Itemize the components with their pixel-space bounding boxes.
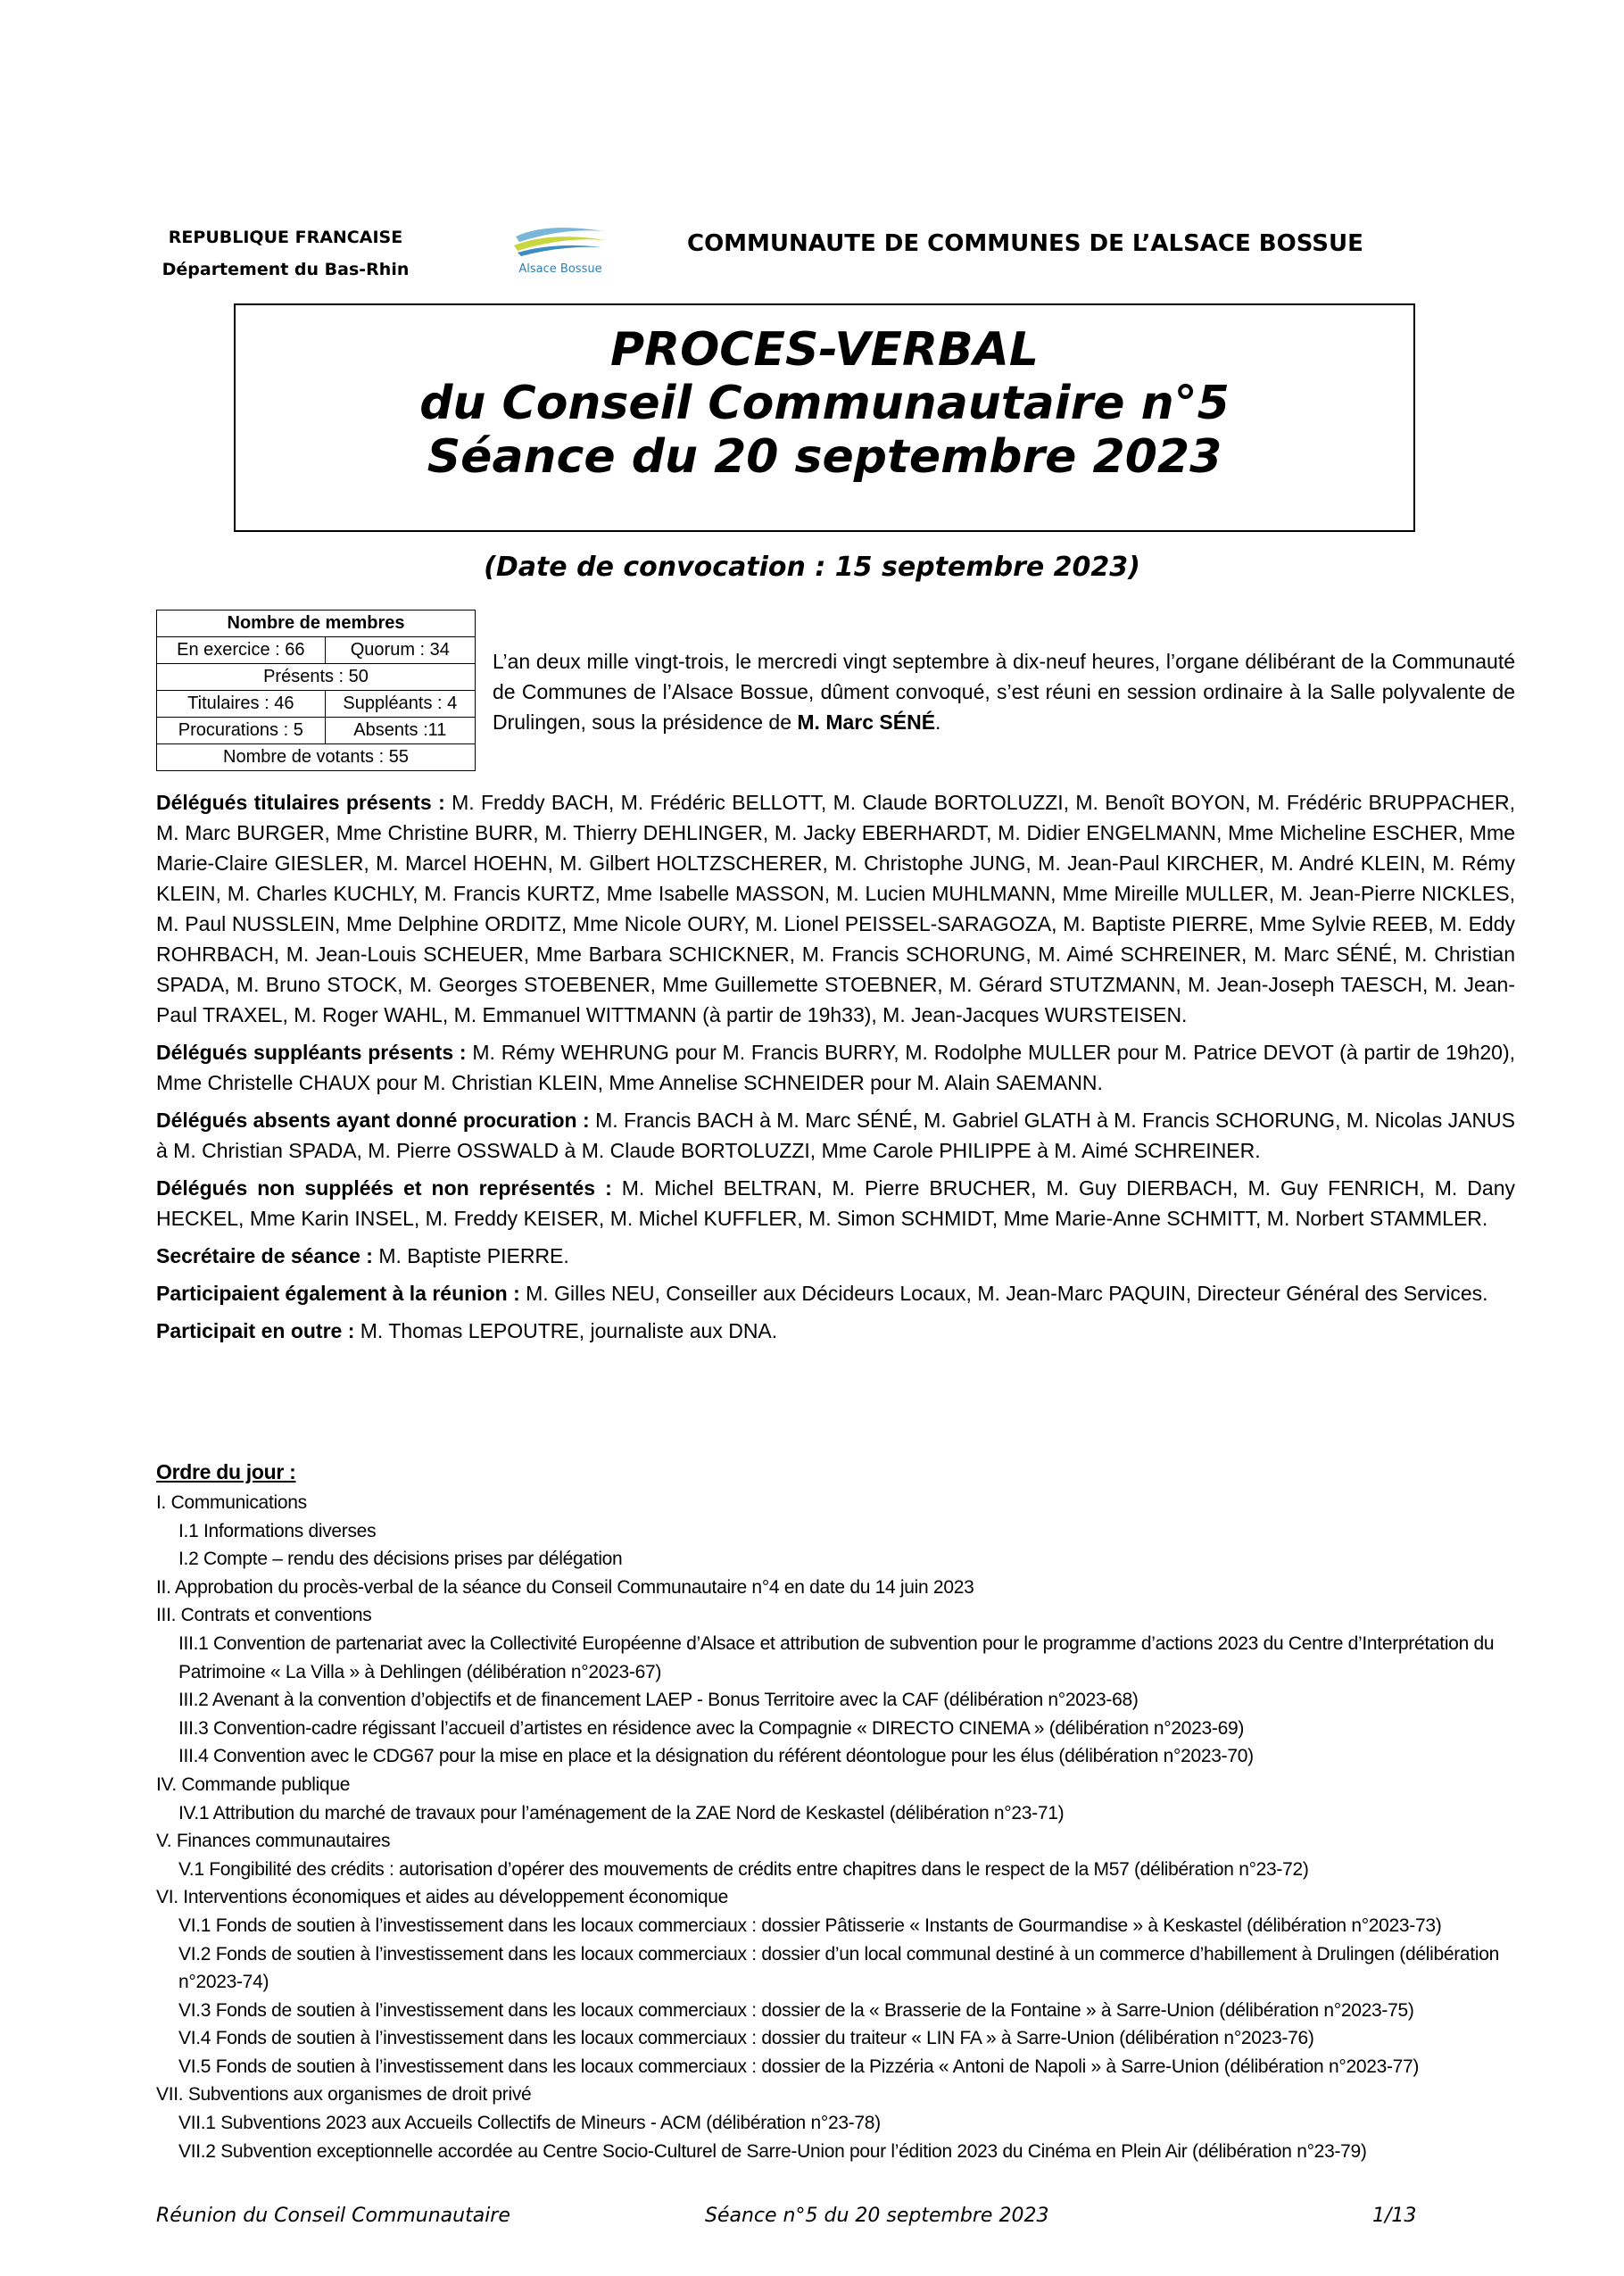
participants-text: M. Gilles NEU, Conseiller aux Décideurs Locaux, M. Jean-Marc PAQUIN, Directeur Général des Services. <box>519 1282 1488 1305</box>
title-box <box>234 303 1415 532</box>
agenda-item: VI.1 Fonds de soutien à l’investissement dans les locaux commerciaux : dossier Pâtisserie « Instants de Gourmandise » à Keskastel (délibération n°2023-73) <box>178 1915 1442 1936</box>
agenda-item: III. Contrats et conventions <box>156 1605 372 1626</box>
title-line-3: Séance du 20 septembre 2023 <box>427 430 1222 484</box>
procuration-paragraph <box>156 1105 1515 1166</box>
outre-paragraph <box>156 1316 1515 1346</box>
non-represented-paragraph <box>156 1173 1515 1234</box>
republique-label: REPUBLIQUE FRANCAISE <box>168 228 403 247</box>
title-line-1: PROCES-VERBAL <box>609 323 1040 377</box>
members-suppleants: Suppléants : 4 <box>325 691 475 718</box>
suppleants-label: Délégués suppléants présents : <box>156 1041 467 1064</box>
participants-label: Participaient également à la réunion : <box>156 1282 520 1305</box>
agenda-item: VI.4 Fonds de soutien à l’investissement dans les locaux commerciaux : dossier du traiteur « LIN FA » à Sarre-Union (délibération n°2023-76) <box>178 2028 1314 2049</box>
svg-text:Alsace Bossue: Alsace Bossue <box>518 262 602 276</box>
titulaires-label: Délégués titulaires présents : <box>156 791 445 814</box>
members-procurations: Procurations : 5 <box>157 718 326 744</box>
footer-center: Séance n°5 du 20 septembre 2023 <box>705 2205 1049 2227</box>
agenda-item: III.2 Avenant à la convention d’objectifs et de financement LAEP - Bonus Territoire avec la CAF (délibération n°2023-68) <box>178 1690 1139 1711</box>
page-number: 1/13 <box>1372 2205 1417 2227</box>
agenda-item: III.4 Convention avec le CDG67 pour la mise en place et la désignation du référent déontologue pour les élus (délibération n°2023-70) <box>178 1746 1254 1767</box>
agenda-item: VII.2 Subvention exceptionnelle accordée au Centre Socio-Culturel de Sarre-Union pour l’édition 2023 du Cinéma en Plein Air (délibération n°23-79) <box>178 2140 1367 2162</box>
organization-name: COMMUNAUTE DE COMMUNES DE L’ALSACE BOSSUE <box>687 230 1363 257</box>
departement-label: Département du Bas-Rhin <box>162 260 410 279</box>
header-left <box>156 221 415 286</box>
agenda-item: II. Approbation du procès-verbal de la séance du Conseil Communautaire n°4 en date du 14 juin 2023 <box>156 1576 974 1598</box>
outre-text: M. Thomas LEPOUTRE, journaliste aux DNA. <box>354 1319 778 1342</box>
members-header: Nombre de membres <box>157 611 476 637</box>
secretaire-paragraph <box>156 1241 1515 1271</box>
president-name: M. Marc SÉNÉ <box>797 710 936 734</box>
agenda-item: VI. Interventions économiques et aides au développement économique <box>156 1887 728 1908</box>
suppleants-text: M. Rémy WEHRUNG pour M. Francis BURRY, M. Rodolphe MULLER pour M. Patrice DEVOT (à partir de 19h20), Mme Christelle CHAUX pour M. Christian KLEIN, Mme Annelise SCHNEIDER pour M. Alain SAEMANN. <box>156 1041 1515 1094</box>
members-en-exercice: En exercice : 66 <box>157 637 326 664</box>
procuration-label: Délégués absents ayant donné procuration : <box>156 1109 590 1132</box>
titulaires-paragraph <box>156 787 1515 1030</box>
members-votants: Nombre de votants : 55 <box>157 744 476 771</box>
members-titulaires: Titulaires : 46 <box>157 691 326 718</box>
title-line-2: du Conseil Communautaire n°5 <box>419 377 1230 430</box>
participants-paragraph <box>156 1278 1515 1308</box>
agenda-item: V.1 Fongibilité des crédits : autorisation d’opérer des mouvements de crédits entre chapitres dans le respect de la M57 (délibération n°23-72) <box>178 1858 1309 1880</box>
non-represented-label: Délégués non suppléés et non représentés : <box>156 1176 612 1200</box>
agenda <box>156 1457 1515 2165</box>
agenda-item: V. Finances communautaires <box>156 1831 391 1852</box>
attendance-sections <box>156 787 1515 1353</box>
members-absents: Absents :11 <box>325 718 475 744</box>
outre-label: Participait en outre : <box>156 1319 355 1342</box>
intro-paragraph <box>493 646 1515 737</box>
agenda-item: VII.1 Subventions 2023 aux Accueils Collectifs de Mineurs - ACM (délibération n°23-78) <box>178 2113 881 2134</box>
non-represented-text: M. Michel BELTRAN, M. Pierre BRUCHER, M. Guy DIERBACH, M. Guy FENRICH, M. Dany HECKEL, Mme Karin INSEL, M. Freddy KEISER, M. Michel KUFFLER, M. Simon SCHMIDT, Mme Marie-Anne SCHMITT, M. Norbert STAMMLER. <box>156 1176 1516 1230</box>
agenda-heading: Ordre du jour : <box>156 1460 296 1483</box>
suppleants-paragraph <box>156 1037 1515 1098</box>
agenda-item: VII. Subventions aux organismes de droit privé <box>156 2084 532 2106</box>
agenda-item: III.1 Convention de partenariat avec la Collectivité Européenne d’Alsace et attribution de subvention pour le programme d’actions 2023 du Centre d’Interprétation du Patrimoine « La Villa » à Dehlingen (délibération n°2023-67) <box>178 1632 1495 1682</box>
agenda-item: VI.5 Fonds de soutien à l’investissement dans les locaux commerciaux : dossier de la Pizzéria « Antoni de Napoli » à Sarre-Union (délibération n°2023-77) <box>178 2056 1420 2077</box>
secretaire-label: Secrétaire de séance : <box>156 1244 373 1267</box>
agenda-item: IV.1 Attribution du marché de travaux pour l’aménagement de la ZAE Nord de Keskastel (délibération n°23-71) <box>178 1802 1065 1823</box>
agenda-item: I.1 Informations diverses <box>178 1520 377 1541</box>
members-presents: Présents : 50 <box>157 664 476 691</box>
intro-end: . <box>935 710 941 734</box>
agenda-item: IV. Commande publique <box>156 1773 351 1795</box>
agenda-list <box>156 1489 1515 2165</box>
members-quorum: Quorum : 34 <box>325 637 475 664</box>
agenda-item: VI.2 Fonds de soutien à l’investissement dans les locaux commerciaux : dossier d’un local communal destiné à un commerce d’habillement à Drulingen (délibération n°2023-74) <box>178 1943 1499 1993</box>
agenda-item: VI.3 Fonds de soutien à l’investissement dans les locaux commerciaux : dossier de la « Brasserie de la Fontaine » à Sarre-Union (délibération n°2023-75) <box>178 1999 1414 2021</box>
convocation-date: (Date de convocation : 15 septembre 2023) <box>484 552 1140 583</box>
members-table <box>156 610 476 771</box>
titulaires-text: M. Freddy BACH, M. Frédéric BELLOTT, M. Claude BORTOLUZZI, M. Benoît BOYON, M. Frédéric BRUPPACHER, M. Marc BURGER, Mme Christine BURR, M. Thierry DEHLINGER, M. Jacky EBERHARDT, M. Didier ENGELMANN, Mme Micheline ESCHER, Mme Marie-Claire GIESLER, M. Marcel HOEHN, M. Gilbert HOLTZSCHERER, M. Christophe JUNG, M. Jean-Paul KIRCHER, M. André KLEIN, M. Rémy KLEIN, M. Charles KUCHLY, M. Francis KURTZ, Mme Isabelle MASSON, M. Lucien MUHLMANN, Mme Mireille MULLER, M. Jean-Pierre NICKLES, M. Paul NUSSLEIN, Mme Delphine ORDITZ, Mme Nicole OURY, M. Lionel PEISSEL-SARAGOZA, M. Baptiste PIERRE, Mme Sylvie REEB, M. Eddy ROHRBACH, M. Jean-Louis SCHEUER, Mme Barbara SCHICKNER, M. Francis SCHORUNG, M. Aimé SCHREINER, M. Marc SÉNÉ, M. Christian SPADA, M. Bruno STOCK, M. Georges STOEBENER, Mme Guillemette STOEBNER, M. Gérard STUTZMANN, M. Jean-Joseph TAESCH, M. Jean-Paul TRAXEL, M. Roger WAHL, M. Emmanuel WITTMANN (à partir de 19h33), M. Jean-Jacques WURSTEISEN. <box>156 791 1515 1026</box>
procuration-text: M. Francis BACH à M. Marc SÉNÉ, M. Gabriel GLATH à M. Francis SCHORUNG, M. Nicolas JANUS à M. Christian SPADA, M. Pierre OSSWALD à M. Claude BORTOLUZZI, Mme Carole PHILIPPE à M. Aimé SCHREINER. <box>156 1109 1515 1162</box>
agenda-item: I. Communications <box>156 1492 307 1513</box>
agenda-item: I.2 Compte – rendu des décisions prises par délégation <box>178 1549 623 1570</box>
secretaire-text: M. Baptiste PIERRE. <box>372 1244 569 1267</box>
intro-text: L’an deux mille vingt-trois, le mercredi vingt septembre à dix-neuf heures, l’organe délibérant de la Communauté de Communes de l’Alsace Bossue, dûment convoqué, s’est réuni en session ordinaire à la Salle polyvalente de Drulingen, sous la présidence de <box>493 650 1515 734</box>
agenda-item: III.3 Convention-cadre régissant l’accueil d’artistes en résidence avec la Compagnie « DIRECTO CINEMA » (délibération n°2023-69) <box>178 1717 1245 1739</box>
alsace-bossue-logo <box>510 219 610 278</box>
footer-left: Réunion du Conseil Communautaire <box>156 2205 510 2227</box>
